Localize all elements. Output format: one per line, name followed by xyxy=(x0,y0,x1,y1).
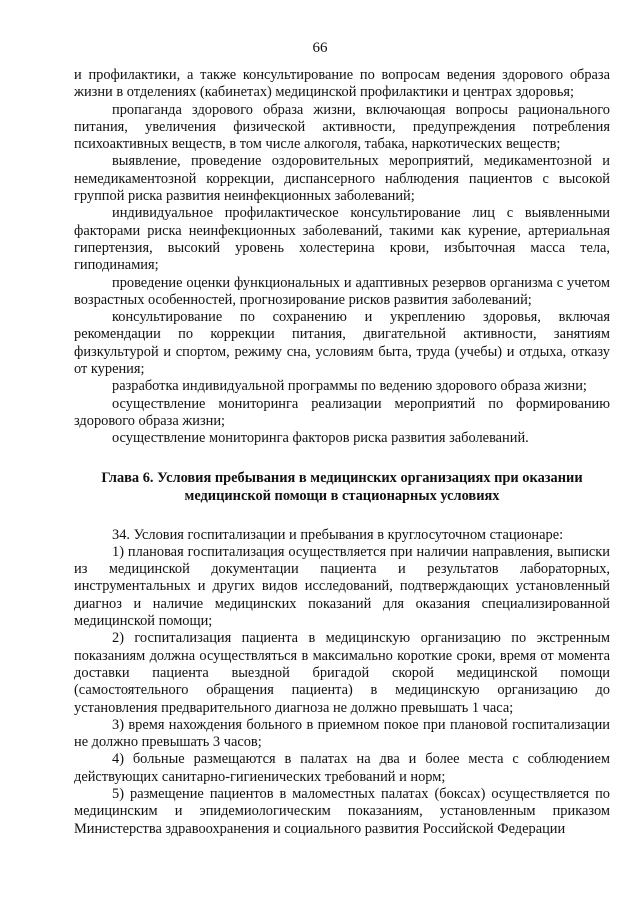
paragraph: консультирование по сохранению и укреплению здоровья, включая рекомендации по коррекции питания, двигательной активности, занятиям физкультурой и спортом, режиму сна, условиям быта, труда (учебы) и отдыха, отказу от курения; xyxy=(74,309,610,378)
page-number: 66 xyxy=(312,40,328,56)
paragraph: осуществление мониторинга реализации мероприятий по формированию здорового образа жизни; xyxy=(74,395,610,429)
list-item: 1) плановая госпитализация осуществляется при наличии направления, выписки из медицинской документации пациента и результатов лабораторных, инструментальных и других видов исследований, подтверждающих установленный диагноз и наличие медицинских показаний для оказания специализированной медицинской помощи; xyxy=(74,543,610,630)
section-intro: 34. Условия госпитализации и пребывания в круглосуточном стационаре: xyxy=(112,526,564,543)
paragraph: пропаганда здорового образа жизни, включающая вопросы рационального питания, увеличения физической активности, предупреждения потребления психоактивных веществ, в том числе алкоголя, табака, наркотических веществ; xyxy=(74,101,610,153)
paragraph: осуществление мониторинга факторов риска развития заболеваний. xyxy=(112,430,529,447)
list-item: 5) размещение пациентов в маломестных палатах (боксах) осуществляется по медицинским и эпидемиологическим показаниям, установленным приказом Министерства здравоохранения и социального развития Российской Федерации xyxy=(74,785,610,837)
chapter-heading: Глава 6. Условия пребывания в медицинских организациях при оказании медицинской помощи в стационарных условиях xyxy=(101,469,583,504)
paragraph: проведение оценки функциональных и адаптивных резервов организма с учетом возрастных особенностей, прогнозирование рисков развития заболеваний; xyxy=(74,274,610,308)
list-item: 3) время нахождения больного в приемном покое при плановой госпитализации не должно превышать 3 часов; xyxy=(74,716,610,751)
paragraph: выявление, проведение оздоровительных мероприятий, медикаментозной и немедикаментозной коррекции, диспансерного наблюдения пациентов с высокой группой риска развития неинфекционных заболеваний; xyxy=(74,153,610,205)
paragraph: и профилактики, а также консультирование по вопросам ведения здорового образа жизни в отделениях (кабинетах) медицинской профилактики и центрах здоровья; xyxy=(74,67,610,101)
paragraph: разработка индивидуальной программы по ведению здорового образа жизни; xyxy=(112,378,587,395)
paragraph: индивидуальное профилактическое консультирование лиц с выявленными факторами риска неинфекционных заболеваний, такими как курение, артериальная гипертензия, высокий уровень холестерина крови, избыточная масса тела, гиподинамия; xyxy=(74,205,610,274)
list-item: 2) госпитализация пациента в медицинскую организацию по экстренным показаниям должна осуществляться в максимально короткие сроки, время от момента доставки пациента выездной бригадой скорой медицинской помощи (самостоятельного обращения пациента) в медицинскую организацию до установления предварительного диагноза не должно превышать 1 часа; xyxy=(74,630,610,716)
list-item: 4) больные размещаются в палатах на два и более места с соблюдением действующих санитарно-гигиенических требований и норм; xyxy=(74,751,610,785)
document-body xyxy=(74,67,610,838)
